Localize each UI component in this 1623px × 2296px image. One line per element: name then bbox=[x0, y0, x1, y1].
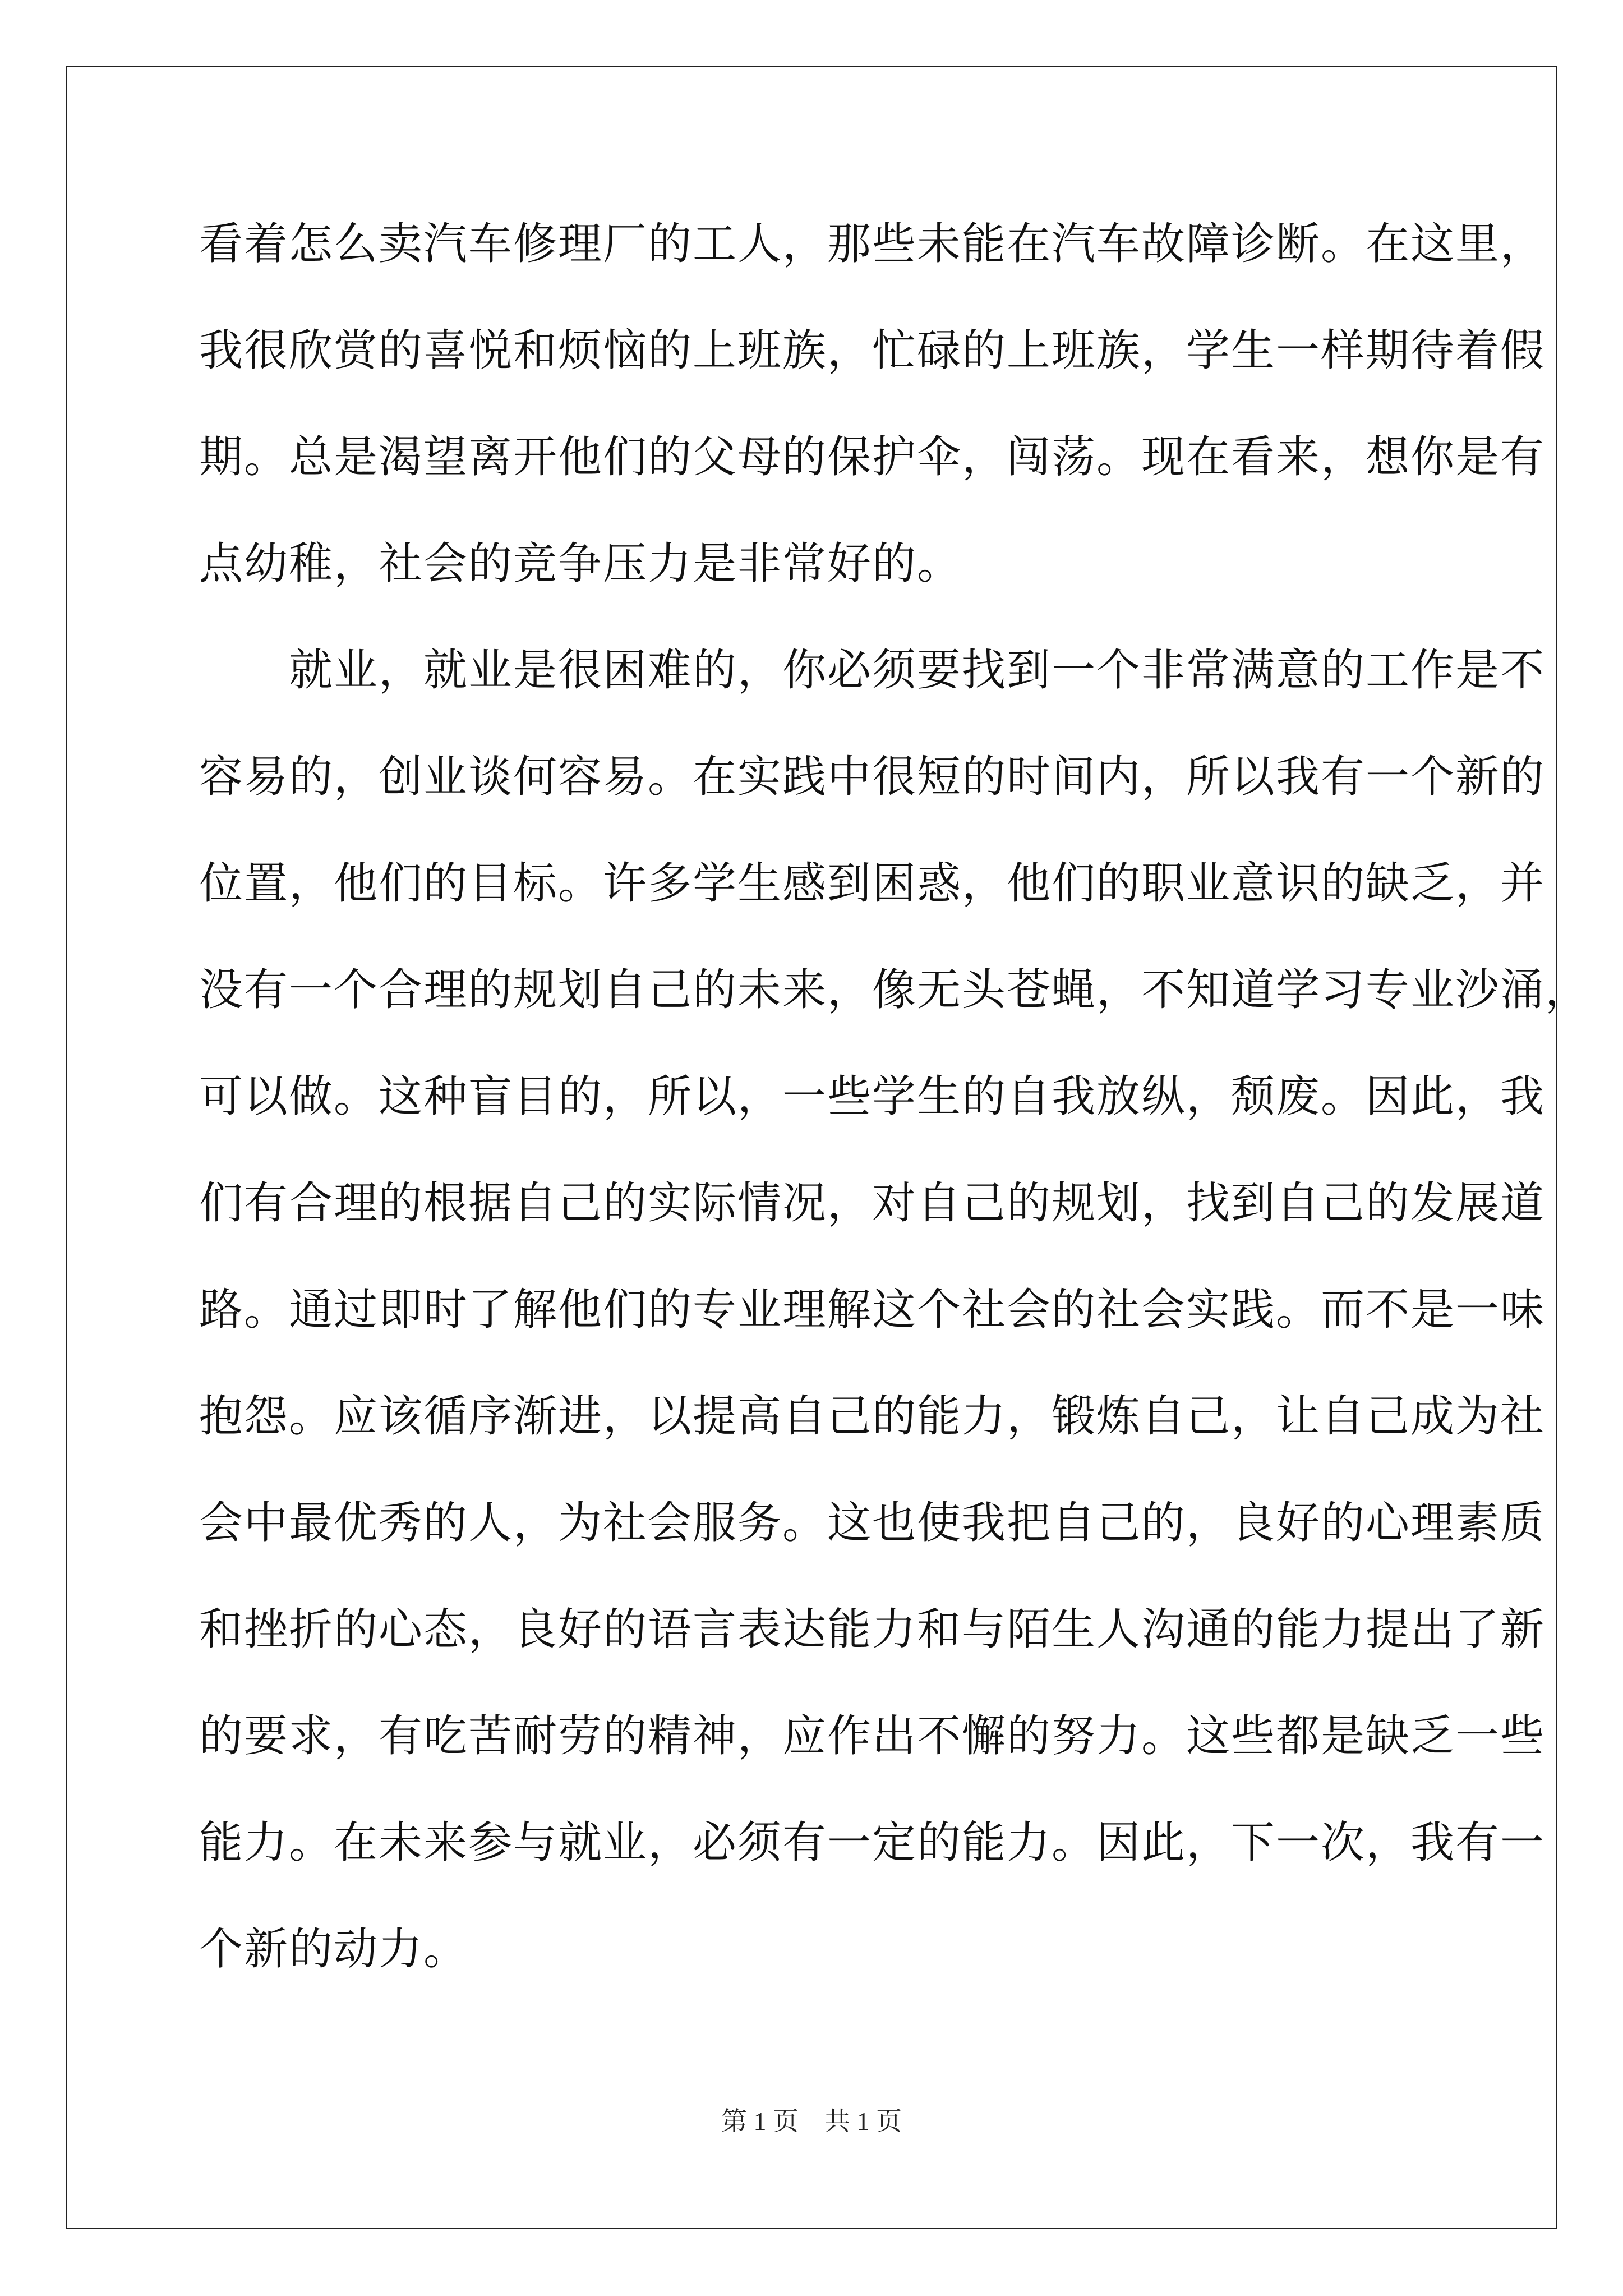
page-footer: 第 1 页 共 1 页 bbox=[721, 2107, 902, 2136]
text-line: 看着怎么卖汽车修理厂的工人，那些未能在汽车故障诊断。在这里， bbox=[199, 219, 1546, 269]
text-line: 点幼稚，社会的竞争压力是非常好的。 bbox=[199, 539, 962, 589]
text-line: 们有合理的根据自己的实际情况，对自己的规划，找到自己的发展道 bbox=[199, 1178, 1546, 1228]
text-line: 就业，就业是很困难的，你必须要找到一个非常满意的工作是不 bbox=[199, 645, 1546, 696]
text-line: 没有一个合理的规划自己的未来，像无头苍蝇，不知道学习专业沙涌， bbox=[199, 965, 1590, 1015]
text-line: 容易的，创业谈何容易。在实践中很短的时间内，所以我有一个新的 bbox=[199, 752, 1546, 802]
text-line: 期。总是渴望离开他们的父母的保护伞，闯荡。现在看来，想你是有 bbox=[199, 432, 1546, 482]
text-line: 个新的动力。 bbox=[199, 1924, 469, 1975]
text-line: 我很欣赏的喜悦和烦恼的上班族，忙碌的上班族，学生一样期待着假 bbox=[199, 325, 1546, 376]
text-line: 和挫折的心态，良好的语言表达能力和与陌生人沟通的能力提出了新 bbox=[199, 1604, 1546, 1655]
document-body bbox=[199, 216, 1590, 2028]
text-line: 路。通过即时了解他们的专业理解这个社会的社会实践。而不是一味 bbox=[199, 1285, 1546, 1335]
text-line: 位置，他们的目标。许多学生感到困惑，他们的职业意识的缺乏，并 bbox=[199, 858, 1546, 909]
text-line: 能力。在未来参与就业，必须有一定的能力。因此，下一次，我有一 bbox=[199, 1818, 1546, 1868]
text-line: 可以做。这种盲目的，所以，一些学生的自我放纵，颓废。因此，我 bbox=[199, 1071, 1546, 1122]
text-line: 的要求，有吃苦耐劳的精神，应作出不懈的努力。这些都是缺乏一些 bbox=[199, 1711, 1546, 1761]
text-line: 抱怨。应该循序渐进，以提高自己的能力，锻炼自己，让自己成为社 bbox=[199, 1391, 1546, 1442]
text-line: 会中最优秀的人，为社会服务。这也使我把自己的，良好的心理素质 bbox=[199, 1498, 1546, 1548]
